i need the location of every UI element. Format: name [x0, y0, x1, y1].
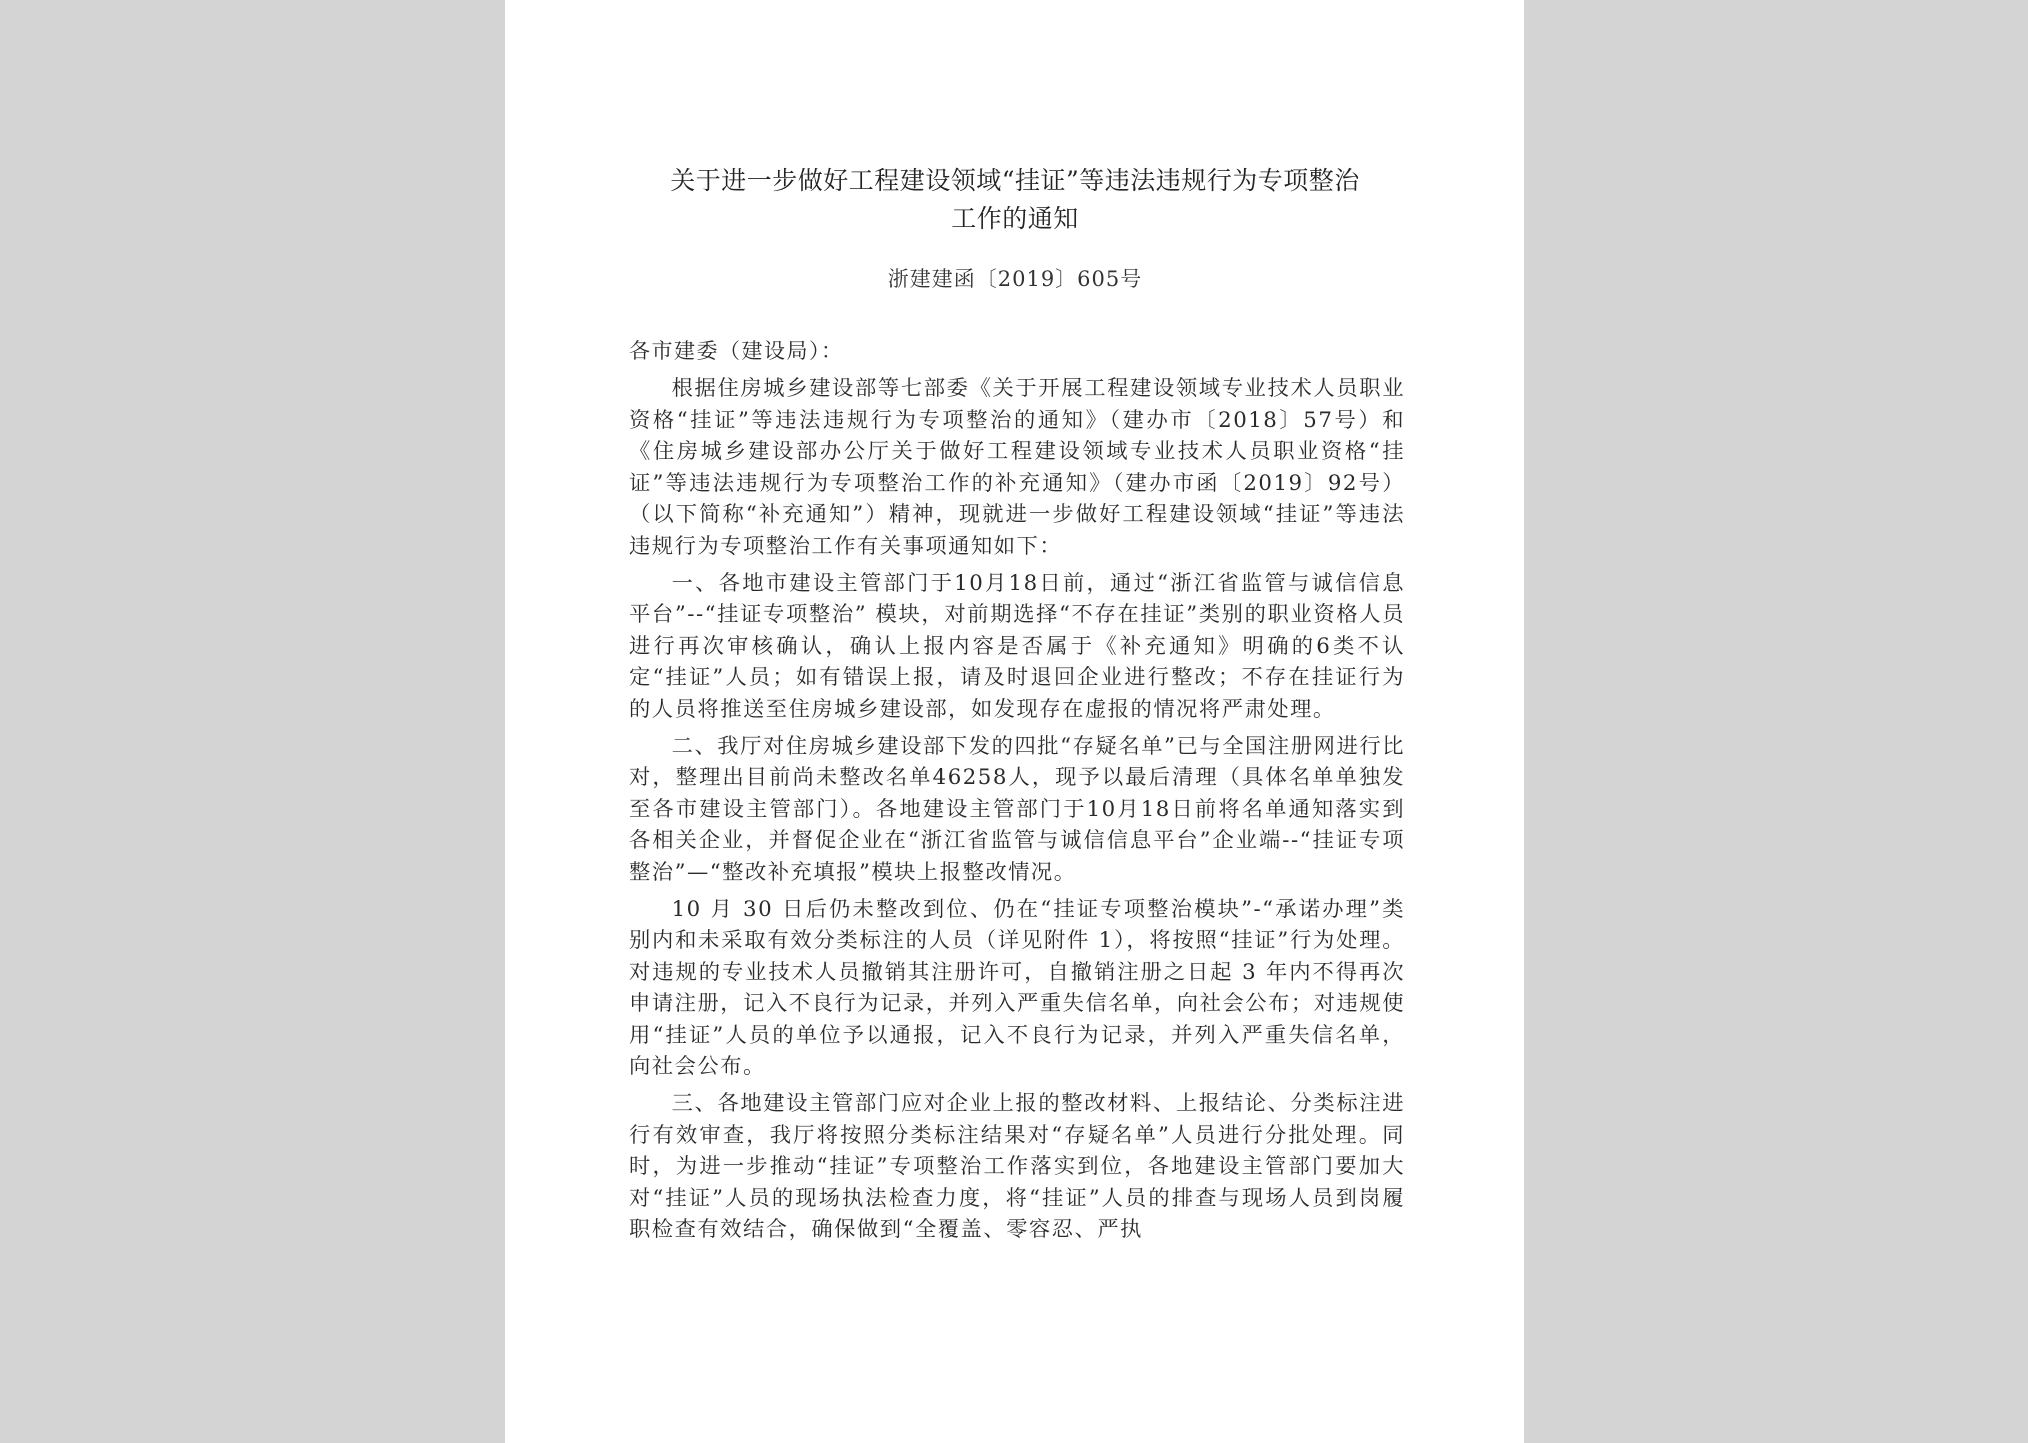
- paragraph-item-1: 一、各地市建设主管部门于10月18日前，通过“浙江省监管与诚信信息平台”--“挂证专项整治” 模块，对前期选择“不存在挂证”类别的职业资格人员进行再次审核确认，确认上报内容是否属于《补充通知》明确的6类不认定“挂证”人员；如有错误上报，请及时退回企业进行整改；不存在挂证行为的人员将推送至住房城乡建设部，如发现存在虚报的情况将严肃处理。: [629, 570, 1405, 722]
- paragraph-item-2-deadline: 10 月 30 日后仍未整改到位、仍在“挂证专项整治模块”-“承诺办理”类别内和未采取有效分类标注的人员（详见附件 1），将按照“挂证”行为处理。对违规的专业技术人员撤销其注册许可，自撤销注册之日起 3 年内不得再次申请注册，记入不良行为记录，并列入严重失信名单，向社会公布；对违规使用“挂证”人员的单位予以通报，记入不良行为记录，并列入严重失信名单，向社会公布。: [629, 896, 1405, 1079]
- document-title-line-2: 工作的通知: [951, 204, 1079, 233]
- document-title-line-1: 关于进一步做好工程建设领域“挂证”等违法违规行为专项整治: [670, 166, 1360, 195]
- viewer-background-right: [1524, 0, 2028, 1443]
- paragraph-intro: 根据住房城乡建设部等七部委《关于开展工程建设领域专业技术人员职业资格“挂证”等违法违规行为专项整治的通知》（建办市〔2018〕57号）和《住房城乡建设部办公厅关于做好工程建设领域专业技术人员职业资格“挂证”等违法违规行为专项整治工作的补充通知》（建办市函〔2019〕92号）（以下简称“补充通知”）精神，现就进一步做好工程建设领域“挂证”等违法违规行为专项整治工作有关事项通知如下：: [629, 376, 1405, 559]
- document-body: [629, 373, 1405, 1251]
- paragraph-item-3: 三、各地建设主管部门应对企业上报的整改材料、上报结论、分类标注进行有效审查，我厅将按照分类标注结果对“存疑名单”人员进行分批处理。同时，为进一步推动“挂证”专项整治工作落实到位，各地建设主管部门要加大对“挂证”人员的现场执法检查力度，将“挂证”人员的排查与现场人员到岗履职检查有效结合，确保做到“全覆盖、零容忍、严执: [629, 1091, 1405, 1242]
- document-number: 浙建建函〔2019〕605号: [887, 267, 1143, 291]
- viewer-background-left: [0, 0, 505, 1443]
- paragraph-item-2: 二、我厅对住房城乡建设部下发的四批“存疑名单”已与全国注册网进行比对，整理出目前尚未整改名单46258人，现予以最后清理（具体名单单独发至各市建设主管部门）。各地建设主管部门于10月18日前将名单通知落实到各相关企业，并督促企业在“浙江省监管与诚信信息平台”企业端--“挂证专项整治”—“整改补充填报”模块上报整改情况。: [629, 733, 1405, 885]
- document-title: [630, 162, 1400, 238]
- salutation: 各市建委（建设局）：: [629, 339, 844, 363]
- document-page: [505, 0, 1524, 1443]
